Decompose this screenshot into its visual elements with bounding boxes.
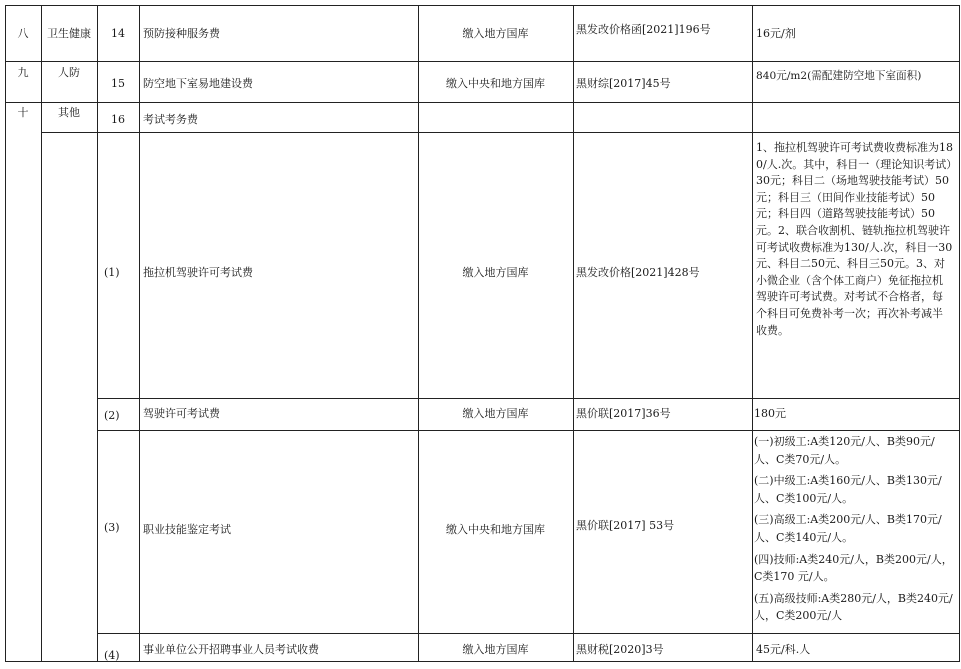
treasury-cell: 缴入地方国库	[462, 27, 529, 40]
tier-line: (三)高级工:A类200元/人、B类170元/人、C类140元/人。	[754, 513, 942, 544]
sub-num-cell: (4)	[104, 649, 120, 662]
seq-cell: 九	[17, 66, 29, 79]
item-cell: 驾驶许可考试费	[143, 407, 220, 420]
standard-cell: 45元/科.人	[756, 643, 811, 656]
dept-cell: 人防	[58, 66, 80, 79]
item-cell: 拖拉机驾驶许可考试费	[143, 266, 253, 279]
item-cell: 职业技能鉴定考试	[143, 523, 231, 536]
grid-line	[97, 430, 960, 431]
grid-line	[5, 61, 960, 62]
basis-cell: 黑价联[2017]36号	[576, 407, 671, 420]
sub-num-cell: (1)	[104, 266, 120, 279]
basis-cell: 黑发改价格[2021]428号	[576, 266, 700, 279]
tier-line: (一)初级工:A类120元/人、B类90元/人、C类70元/人。	[754, 435, 935, 466]
basis-cell: 黑财综[2017]45号	[576, 77, 671, 90]
grid-line	[5, 5, 960, 6]
standard-cell: 16元/剂	[756, 27, 796, 40]
item-cell: 防空地下室易地建设费	[143, 77, 253, 90]
dept-cell: 卫生健康	[47, 27, 91, 40]
tier-line: (五)高级技师:A类280元/人，B类240元/人，C类200元/人	[754, 591, 953, 623]
grid-line	[959, 5, 960, 661]
treasury-cell: 缴入中央和地方国库	[446, 523, 545, 536]
dept-cell: 其他	[58, 106, 80, 119]
standard-cell: 840元/m2(需配建防空地下室面积)	[756, 70, 922, 82]
grid-line	[97, 398, 960, 399]
standard-cell	[754, 433, 954, 625]
treasury-cell: 缴入地方国库	[462, 407, 529, 420]
basis-cell: 黑发改价格函[2021]196号	[576, 23, 711, 36]
num-cell: 15	[111, 77, 125, 90]
treasury-cell: 缴入地方国库	[462, 643, 529, 656]
treasury-cell: 缴入地方国库	[462, 266, 529, 279]
grid-line	[573, 5, 574, 661]
standard-cell: 180元	[754, 407, 786, 420]
grid-line	[139, 5, 140, 661]
basis-cell: 黑价联[2017] 53号	[576, 519, 675, 532]
seq-cell: 八	[17, 27, 29, 40]
sub-num-cell: (3)	[104, 521, 120, 534]
grid-line	[41, 5, 42, 661]
grid-line	[97, 633, 960, 634]
grid-line	[41, 132, 960, 133]
grid-line	[5, 102, 960, 103]
tier-line: (二)中级工:A类160元/人、B类130元/人、C类100元/人。	[754, 474, 942, 505]
basis-cell: 黑财税[2020]3号	[576, 643, 664, 656]
item-cell: 事业单位公开招聘事业人员考试收费	[143, 643, 319, 656]
seq-cell: 十	[17, 106, 29, 119]
treasury-cell: 缴入中央和地方国库	[446, 77, 545, 90]
item-cell: 预防接种服务费	[143, 27, 220, 40]
grid-line	[5, 661, 960, 662]
tier-line: (四)技师:A类240元/人，B类200元/人，C类170 元/人。	[754, 552, 953, 584]
grid-line	[418, 5, 419, 661]
grid-line	[752, 5, 753, 661]
num-cell: 14	[111, 27, 125, 40]
item-cell: 考试考务费	[143, 113, 198, 126]
grid-line	[97, 5, 98, 661]
grid-line	[5, 5, 6, 661]
standard-cell: 1、拖拉机驾驶许可考试费收费标准为180/人.次。其中，科目一（理论知识考试）30元；科目二（场地驾驶技能考试）50元；科目三（田间作业技能考试）50元；科目四（道路驾驶技能考试）50元。2、联合收割机、链轨拖拉机驾驶许可考试收费标准为130/人.次，科目一30元、科目二50元、科目三50元。3、对小微企业（含个体工商户）免征拖拉机驾驶许可考试费。对考试不合格者，每个科目可免费补考一次；再次补考减半收费。	[756, 141, 953, 337]
sub-num-cell: (2)	[104, 409, 120, 422]
num-cell: 16	[111, 113, 125, 126]
